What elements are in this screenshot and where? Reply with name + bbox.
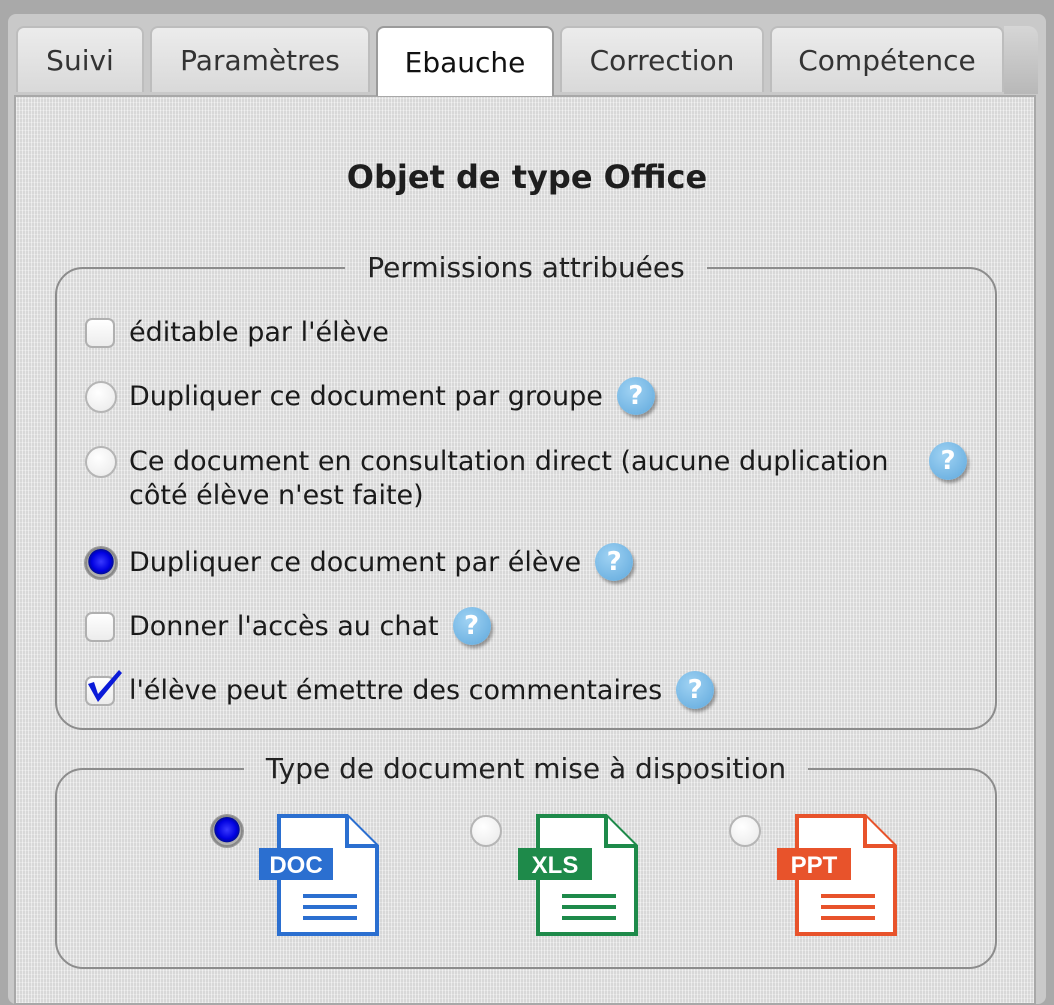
permission-dup-student-row bbox=[85, 546, 633, 581]
doc-radio[interactable] bbox=[211, 815, 243, 847]
powerpoint-presentation-icon[interactable] bbox=[777, 814, 899, 938]
help-icon[interactable]: ? bbox=[617, 377, 655, 415]
document-type-legend: Type de document mise à disposition bbox=[265, 752, 787, 785]
dup-student-radio[interactable] bbox=[85, 547, 117, 579]
help-icon[interactable]: ? bbox=[453, 607, 491, 645]
permission-label: Donner l'accès au chat bbox=[129, 611, 439, 642]
word-document-icon[interactable] bbox=[259, 814, 381, 938]
ppt-badge-text: PPT bbox=[790, 852, 838, 879]
tab-bar-end bbox=[1004, 26, 1038, 94]
checkmark-icon bbox=[85, 668, 123, 704]
permission-comments-row bbox=[85, 674, 714, 709]
page-title: Objet de type Office bbox=[346, 158, 708, 196]
tab-ebauche[interactable]: Ebauche bbox=[376, 26, 554, 96]
help-icon[interactable]: ? bbox=[676, 671, 714, 709]
direct-consultation-radio[interactable] bbox=[85, 446, 117, 478]
comments-checkbox[interactable] bbox=[85, 676, 115, 706]
excel-spreadsheet-icon[interactable] bbox=[518, 814, 640, 938]
permission-dup-group-row bbox=[85, 380, 655, 415]
permission-editable-row bbox=[85, 316, 389, 350]
editable-checkbox[interactable] bbox=[85, 318, 115, 348]
permission-label: l'élève peut émettre des commentaires bbox=[129, 675, 663, 706]
doc-badge-text: DOC bbox=[269, 852, 323, 879]
tab-competence[interactable]: Compétence bbox=[770, 26, 1004, 92]
xls-badge-text: XLS bbox=[531, 852, 579, 879]
chat-checkbox[interactable] bbox=[85, 612, 115, 642]
tab-parametres[interactable]: Paramètres bbox=[150, 26, 370, 92]
permission-label: éditable par l'élève bbox=[129, 317, 389, 348]
help-icon[interactable]: ? bbox=[595, 543, 633, 581]
permission-label: Dupliquer ce document par élève bbox=[129, 547, 582, 578]
permission-label: Ce document en consultation direct (aucune duplication côté élève n'est faite) bbox=[129, 446, 889, 511]
help-icon[interactable]: ? bbox=[929, 442, 967, 480]
permission-direct-row bbox=[85, 445, 980, 513]
permission-chat-row bbox=[85, 610, 491, 645]
tab-suivi[interactable]: Suivi bbox=[16, 26, 144, 92]
ppt-radio[interactable] bbox=[729, 815, 761, 847]
dup-group-radio[interactable] bbox=[85, 381, 117, 413]
xls-radio[interactable] bbox=[470, 815, 502, 847]
permission-label: Dupliquer ce document par groupe bbox=[129, 381, 603, 412]
permissions-legend: Permissions attribuées bbox=[367, 251, 685, 284]
tab-correction[interactable]: Correction bbox=[560, 26, 764, 92]
